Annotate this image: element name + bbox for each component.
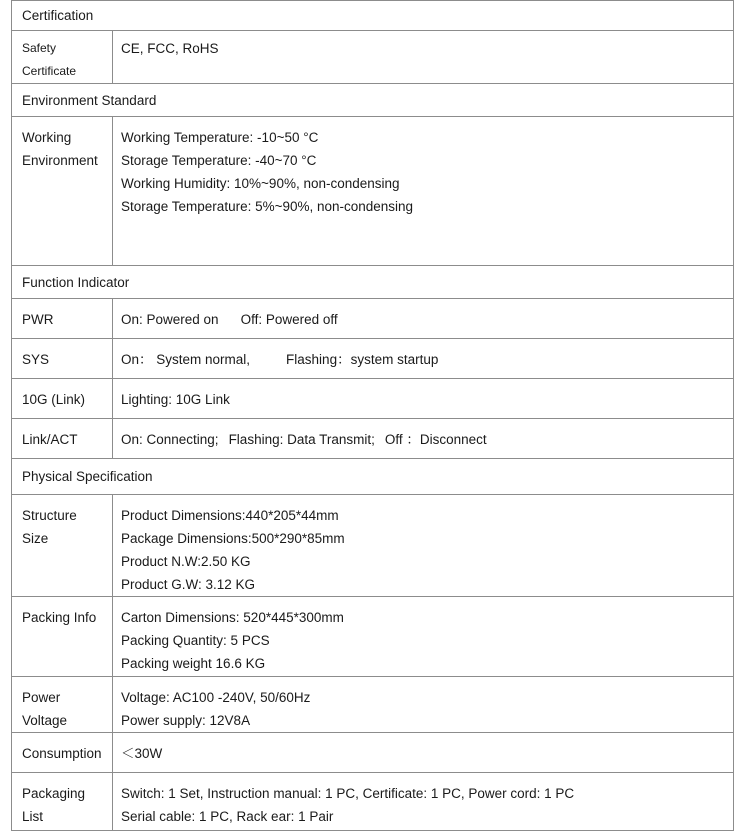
label-link-act: Link/ACT: [12, 419, 113, 459]
value-packing-info: [113, 597, 734, 677]
env-line-storage-humidity: Storage Temperature: 5%~90%, non-condensing: [121, 199, 414, 214]
value-10g-link: Lighting: 10G Link: [113, 379, 734, 419]
packing-weight: Packing weight 16.6 KG: [121, 656, 266, 671]
label-10g-link: 10G (Link): [12, 379, 113, 419]
label-consumption: Consumption: [12, 733, 113, 773]
label-structure-size: Structure Size: [12, 495, 113, 597]
label-pwr: PWR: [12, 299, 113, 339]
label-working-environment: [12, 117, 113, 266]
value-packaging-list: [113, 773, 734, 831]
structure-product-gw: Product G.W: 3.12 KG: [121, 577, 256, 592]
label-sys: SYS: [12, 339, 113, 379]
section-certification: [12, 1, 734, 31]
sys-flashing-text: Flashing：system startup: [286, 352, 439, 367]
row-sys: [12, 339, 734, 379]
value-working-environment: [113, 117, 734, 266]
packing-carton-dimensions: Carton Dimensions: 520*445*300mm: [121, 610, 344, 625]
env-line-working-humidity: Working Humidity: 10%~90%, non-condensing: [121, 176, 400, 191]
structure-package-dimensions: Package Dimensions:500*290*85mm: [121, 531, 345, 546]
row-packing-info: [12, 597, 734, 677]
section-function-indicator: [12, 266, 734, 299]
row-power-voltage: [12, 677, 734, 733]
pwr-off-text: Off: Powered off: [240, 312, 338, 327]
power-voltage-line: Voltage: AC100 -240V, 50/60Hz: [121, 690, 311, 705]
pwr-on-text: On: Powered on: [121, 312, 219, 327]
env-line-working-temp: Working Temperature: -10~50 °C: [121, 130, 319, 145]
section-header-function-indicator: Function Indicator: [12, 266, 734, 299]
packing-quantity: Packing Quantity: 5 PCS: [121, 633, 270, 648]
row-packaging-list: [12, 773, 734, 831]
specification-table: [11, 0, 734, 831]
row-10g-link: [12, 379, 734, 419]
row-working-environment: [12, 117, 734, 266]
linkact-off-text: Off ：Disconnect: [384, 432, 487, 447]
sys-on-text: On： System normal,: [121, 352, 251, 367]
section-environment: [12, 84, 734, 117]
env-line-storage-temp: Storage Temperature: -40~70 °C: [121, 153, 317, 168]
value-structure-size: [113, 495, 734, 597]
value-safety-certificate: CE, FCC, RoHS: [113, 31, 734, 84]
value-sys: [113, 339, 734, 379]
label-safety-certificate: Safety Certificate: [12, 31, 113, 84]
packaging-list-line1: Switch: 1 Set, Instruction manual: 1 PC, Certificate: 1 PC, Power cord: 1 PC: [121, 786, 575, 801]
section-header-environment: Environment Standard: [12, 84, 734, 117]
structure-product-dimensions: Product Dimensions:440*205*44mm: [121, 508, 339, 523]
row-structure-size: [12, 495, 734, 597]
value-power-voltage: [113, 677, 734, 733]
power-supply-line: Power supply: 12V8A: [121, 713, 251, 728]
section-header-certification: Certification: [12, 1, 734, 31]
label-packing-info: Packing Info: [12, 597, 113, 677]
label-packaging-list: Packaging List: [12, 773, 113, 831]
linkact-flashing-text: Flashing: Data Transmit;: [228, 432, 375, 447]
row-link-act: [12, 419, 734, 459]
section-header-physical: Physical Specification: [12, 459, 734, 495]
label-power-voltage: Power Voltage: [12, 677, 113, 733]
value-link-act: [113, 419, 734, 459]
linkact-on-text: On: Connecting;: [121, 432, 219, 447]
row-pwr: [12, 299, 734, 339]
label-working-line1: Working: [22, 130, 72, 145]
section-physical-specification: [12, 459, 734, 495]
row-consumption: [12, 733, 734, 773]
value-consumption: ＜30W: [113, 733, 734, 773]
label-working-line2: Environment: [22, 153, 98, 168]
value-pwr: [113, 299, 734, 339]
structure-product-nw: Product N.W:2.50 KG: [121, 554, 251, 569]
row-safety-certificate: [12, 31, 734, 84]
packaging-list-line2: Serial cable: 1 PC, Rack ear: 1 Pair: [121, 809, 334, 824]
